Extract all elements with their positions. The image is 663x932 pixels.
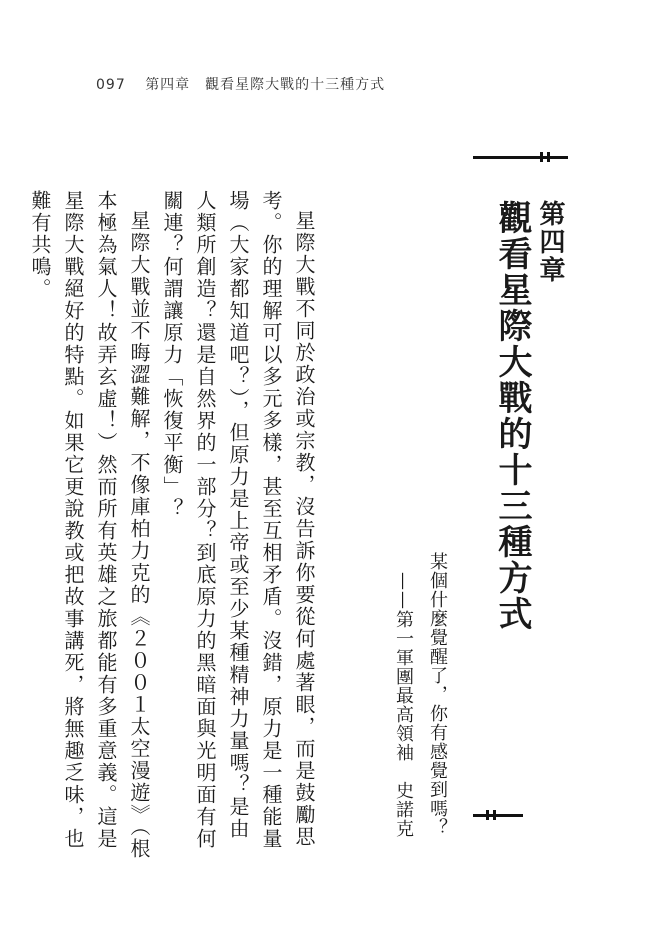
- epigraph-quote: 某個什麼覺醒了，你有感覺到嗎？: [427, 552, 448, 837]
- running-header: [96, 74, 385, 94]
- epigraph-attribution: ——第一軍團最高領袖 史諾克: [393, 572, 414, 838]
- bottom-decorative-rule: [473, 814, 523, 817]
- top-rule-tick: [540, 152, 543, 162]
- body-text: [28, 190, 320, 860]
- chapter-title: 觀看星際大戰的十三種方式: [492, 200, 532, 632]
- page-number: 097: [96, 77, 126, 93]
- top-decorative-rule: [473, 156, 568, 159]
- bottom-rule-tick: [493, 810, 496, 820]
- chapter-number: 第四章: [535, 200, 565, 284]
- top-rule-tick: [547, 152, 550, 162]
- bottom-rule-tick: [486, 810, 489, 820]
- body-paragraph: 星際大戰不同於政治或宗教，沒告訴你要從何處著眼，而是鼓勵思考。你的理解可以多元多樣，甚至互相矛盾。沒錯，原力是一種能量場（大家都知道吧？），但原力是上帝或至少某種精神力量嗎？是由人類所創造？還是自然界的一部分？到底原力的黑暗面與光明面有何關連？何謂讓原力「恢復平衡」？: [160, 190, 316, 850]
- body-paragraph: 星際大戰並不晦澀難解，不像庫柏力克的《２００１太空漫遊》（根本極為氣人！故弄玄虛！）然而所有英雄之旅都能有多重意義。這是星際大戰絕好的特點。如果它更說教或把故事講死，將無趣乏味，也難有共鳴。: [28, 190, 151, 860]
- running-title: 第四章 觀看星際大戰的十三種方式: [145, 77, 386, 93]
